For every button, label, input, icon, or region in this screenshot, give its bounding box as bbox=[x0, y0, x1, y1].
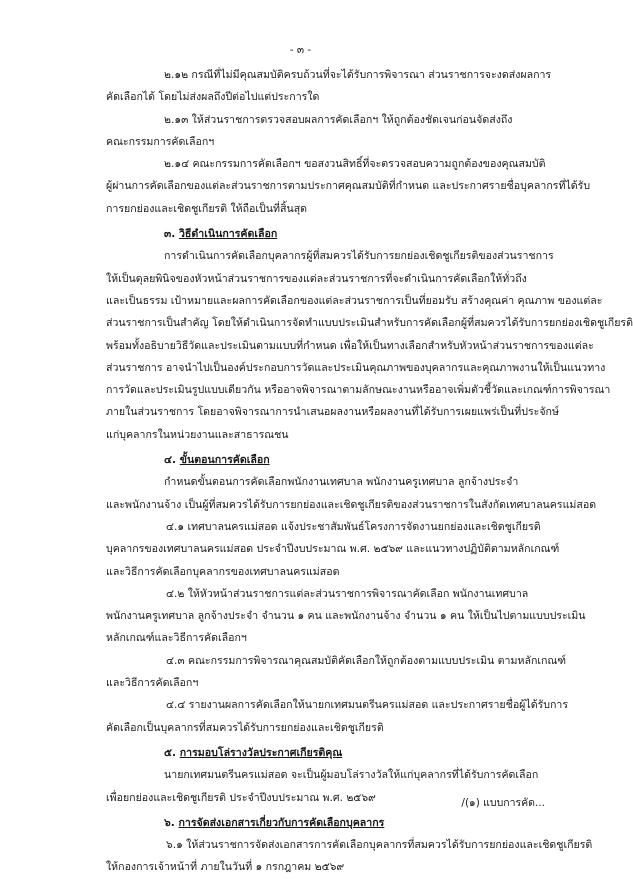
section-3-line: ให้เป็นดุลยพินิจของหัวหน้าส่วนราชการของแต่ละส่วนราชการที่จะดำเนินการคัดเลือกให้ทั่วถึง bbox=[106, 272, 527, 285]
section-3-line: การดำเนินการคัดเลือกบุคลากรผู้ที่สมควรได้รับการยกย่องเชิดชูเกียรติของส่วนราชการ bbox=[164, 250, 554, 263]
item-4-3-line-2: และวิธีการคัดเลือกฯ bbox=[106, 677, 199, 690]
section-4-intro-line-1: กำหนดขั้นตอนการคัดเลือกพนักงานเทศบาล พนักงานครูเทศบาล ลูกจ้างประจำ bbox=[164, 476, 519, 489]
item-6-1-line-1: ๖.๑ ให้ส่วนราชการจัดส่งเอกสารการคัดเลือกบุคลากรที่สมควรได้รับการยกย่องและเชิดชูเกียรติ bbox=[166, 839, 593, 852]
section-4-intro-line-2: และพนักงานจ้าง เป็นผู้ที่สมควรได้รับการยกย่องและเชิดชูเกียรติของส่วนราชการในสังกัดเทศบาลนครแม่สอด bbox=[106, 498, 597, 511]
item-6-1-line-2: ให้กองการเจ้าหน้าที่ ภายในวันที่ ๑ กรกฎาคม ๒๕๖๙ bbox=[106, 861, 345, 874]
section-4-number: ๔. bbox=[164, 454, 177, 467]
item-4-2-line-3: หลักเกณฑ์และวิธีการคัดเลือกฯ bbox=[106, 632, 247, 645]
section-3-line: พร้อมทั้งอธิบายวิธีวัดและประเมินตามแบบที่กำหนด เพื่อให้เป็นทางเลือกสำหรับหัวหน้าส่วนราชการของแต่ละ bbox=[106, 339, 594, 352]
section-6-title: การจัดส่งเอกสารเกี่ยวกับการคัดเลือกบุคลากร bbox=[178, 816, 385, 829]
section-5-number: ๕. bbox=[164, 746, 177, 759]
continuation-note: /(๑) แบบการคัด... bbox=[461, 797, 545, 809]
section-5-line-2: เพื่อยกย่องและเชิดชูเกียรติ ประจำปีงบประมาณ พ.ศ. ๒๕๖๙ bbox=[106, 791, 376, 804]
item-4-1-line-3: และวิธีการคัดเลือกบุคลากรของเทศบาลนครแม่สอด bbox=[106, 565, 340, 578]
section-3-line: ส่วนราชการเป็นสำคัญ โดยให้ดำเนินการจัดทำแบบประเมินสำหรับการคัดเลือกผู้ที่สมควรได้รับการยกย่องเชิดชูเกียรติ bbox=[106, 317, 633, 330]
section-5-line-1: นายกเทศมนตรีนครแม่สอด จะเป็นผู้มอบโล่รางวัลให้แก่บุคลากรที่ได้รับการคัดเลือก bbox=[164, 769, 539, 782]
section-6-number: ๖. bbox=[164, 816, 175, 829]
item-4-4-line-2: คัดเลือกเป็นบุคลากรที่สมควรได้รับการยกย่องและเชิดชูเกียรติ bbox=[106, 721, 384, 734]
section-3-line: และเป็นธรรม เป้าหมายและผลการคัดเลือกของแต่ละส่วนราชการเป็นที่ยอมรับ สร้างคุณค่า คุณภาพ ของแต่ละ bbox=[106, 294, 603, 307]
section-3-line: แก่บุคลากรในหน่วยงานและสาธารณชน bbox=[106, 428, 289, 441]
document-body bbox=[106, 64, 633, 879]
page-number: - ๓ - bbox=[289, 44, 312, 56]
item-4-4-line-1: ๔.๔ รายงานผลการคัดเลือกให้นายกเทศมนตรีนครแม่สอด และประกาศรายชื่อผู้ได้รับการ bbox=[166, 699, 569, 712]
section-3-line: การวัดและประเมินรูปแบบเดียวกัน หรืออาจพิจารณาตามลักษณะงานหรืออาจเพิ่มตัวชี้วัดและเกณฑ์การพิจารณา bbox=[106, 384, 611, 397]
item-4-2-line-2: พนักงานครูเทศบาล ลูกจ้างประจำ จำนวน ๑ คน และพนักงานจ้าง จำนวน ๑ คน ให้เป็นไปตามแบบประเมิน bbox=[106, 610, 586, 623]
item-2-14-line-3: การยกย่องและเชิดชูเกียรติ ให้ถือเป็นที่สิ้นสุด bbox=[106, 202, 308, 215]
item-4-1-line-2: บุคลากรของเทศบาลนครแม่สอด ประจำปีงบประมาณ พ.ศ. ๒๕๖๙ และแนวทางปฏิบัติตามหลักเกณฑ์ bbox=[106, 543, 560, 556]
item-2-12-line-2: คัดเลือกได้ โดยไม่ส่งผลถึงปีต่อไปแต่ประการใด bbox=[106, 91, 320, 104]
item-2-14-line-1: ๒.๑๔ คณะกรรมการคัดเลือกฯ ขอสงวนสิทธิ์ที่จะตรวจสอบความถูกต้องของคุณสมบัติ bbox=[164, 158, 546, 171]
item-4-1-line-1: ๔.๑ เทศบาลนครแม่สอด แจ้งประชาสัมพันธ์โครงการจัดงานยกย่องและเชิดชูเกียรติ bbox=[166, 520, 541, 533]
item-2-14-line-2: ผู้ผ่านการคัดเลือกของแต่ละส่วนราชการตามประกาศคุณสมบัติที่กำหนด และประกาศรายชื่อบุคลากรที่ได้รับ bbox=[106, 180, 591, 193]
section-3-line: ส่วนราชการ อาจนำไปเป็นองค์ประกอบการวัดและประเมินคุณภาพของบุคลากรและคุณภาพงานให้เป็นแนวทาง bbox=[106, 361, 606, 374]
section-5-heading bbox=[106, 742, 546, 764]
section-3-title: วิธีดำเนินการคัดเลือก bbox=[178, 228, 278, 241]
section-6-heading bbox=[106, 812, 546, 834]
item-4-2-line-1: ๔.๒ ให้หัวหน้าส่วนราชการแต่ละส่วนราชการพิจารณาคัดเลือก พนักงานเทศบาล bbox=[166, 587, 529, 600]
section-3-number: ๓. bbox=[164, 228, 176, 241]
section-3-heading bbox=[106, 223, 546, 245]
item-2-12-line-1: ๒.๑๒ กรณีที่ไม่มีคุณสมบัติครบถ้วนที่จะได้รับการพิจารณา ส่วนราชการจะงดส่งผลการ bbox=[164, 69, 552, 81]
item-4-3-line-1: ๔.๓ คณะกรรมการพิจารณาคุณสมบัติคัดเลือกให้ถูกต้องตามแบบประเมิน ตามหลักเกณฑ์ bbox=[166, 654, 567, 667]
section-5-title: การมอบโล่รางวัลประกาศเกียรติคุณ bbox=[179, 746, 343, 759]
section-3-line: ภายในส่วนราชการ โดยอาจพิจารณาการนำเสนอผลงานหรือผลงานที่ได้รับการเผยแพร่เป็นที่ประจักษ์ bbox=[106, 406, 559, 419]
item-2-13-line-1: ๒.๑๓ ให้ส่วนราชการตรวจสอบผลการคัดเลือกฯ ให้ถูกต้องชัดเจนก่อนจัดส่งถึง bbox=[164, 113, 513, 126]
section-4-heading bbox=[106, 449, 546, 471]
item-2-13-line-2: คณะกรรมการคัดเลือกฯ bbox=[106, 135, 215, 148]
section-4-title: ขั้นตอนการคัดเลือก bbox=[179, 454, 270, 467]
